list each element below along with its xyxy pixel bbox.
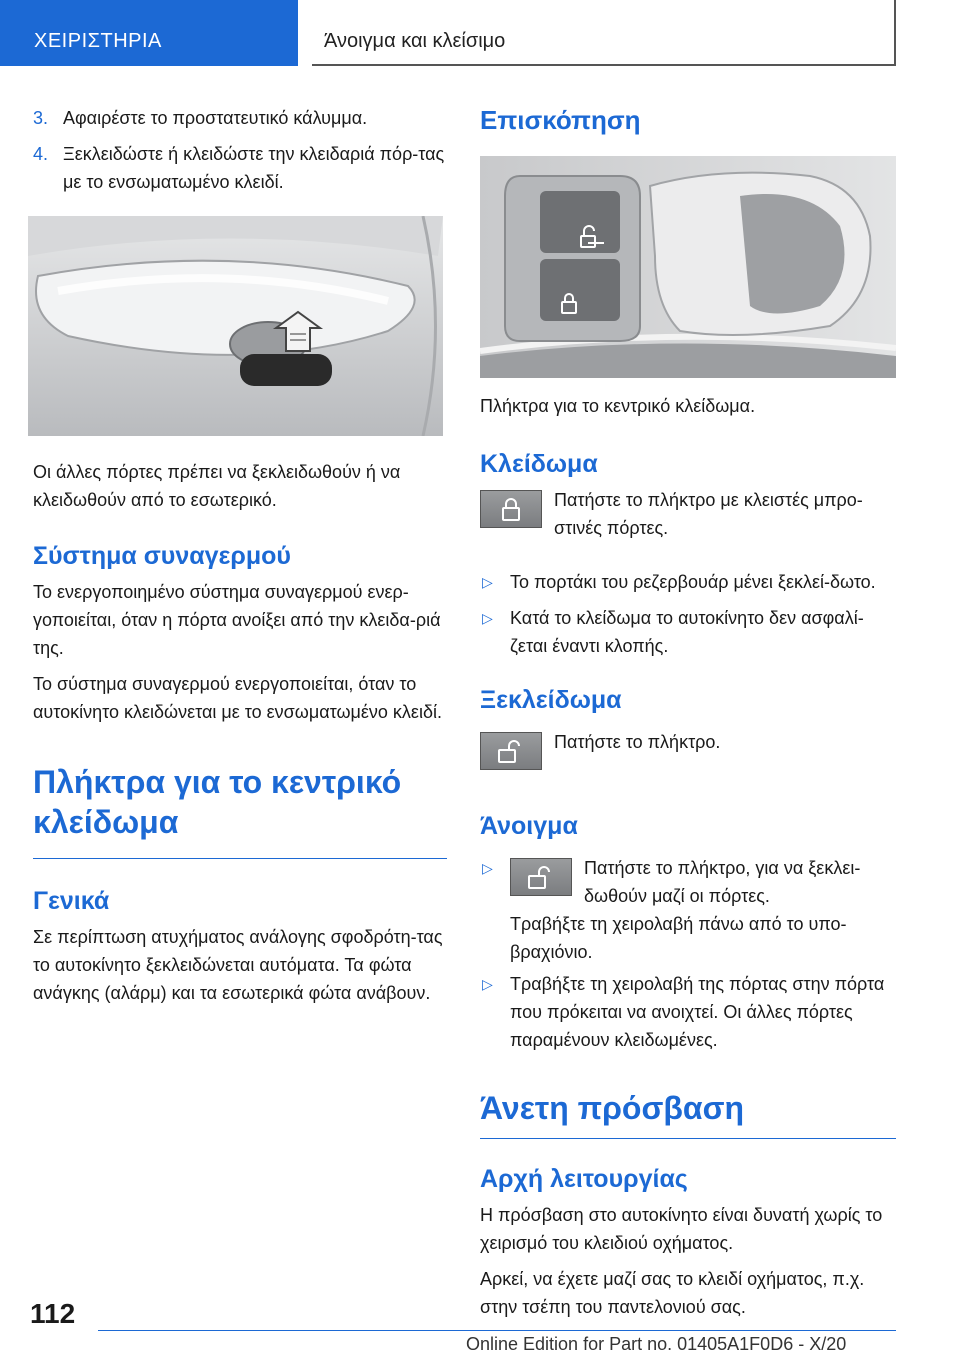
triangle-bullet-icon: ▷: [482, 610, 493, 626]
step-item: [33, 140, 447, 196]
paragraph: Η πρόσβαση στο αυτοκίνητο είναι δυνατή χωρίς το χειρισμό του κλειδιού οχήματος.: [480, 1205, 883, 1253]
heading-comfort-access: Άνετη πρόσβαση: [480, 1090, 744, 1126]
heading-rule: [33, 858, 447, 859]
list-item: [480, 970, 896, 1054]
list-item-text: Τραβήξτε τη χειρολαβή της πόρτας στην πόρτα που πρόκειται να ανοιχτεί. Οι άλλες πόρτες παραμένουν κλειδωμένες.: [510, 974, 885, 1050]
lock-key-row: [480, 486, 896, 550]
heading-lock: Κλείδωμα: [480, 450, 598, 478]
triangle-bullet-icon: ▷: [482, 976, 493, 992]
step-text: Ξεκλειδώστε ή κλειδώστε την κλειδαριά πόρ-τας με το ενσωματωμένο κλειδί.: [63, 144, 445, 192]
paragraph: Αρκεί, να έχετε μαζί σας το κλειδί οχήματος, π.χ. στην τσέπη του παντελονιού σας.: [480, 1269, 865, 1317]
left-column: [33, 104, 447, 1015]
paragraph: Σε περίπτωση ατυχήματος ανάλογης σφοδρότη-τας το αυτοκίνητο ξεκλειδώνεται αυτόματα. Τα φώτα ανάγκης (αλάρμ) και τα εσωτερικά φώτα ανάβουν.: [33, 927, 443, 1003]
list-item-text: Το πορτάκι του ρεζερβουάρ μένει ξεκλεί-δωτο.: [510, 572, 876, 592]
heading-principle: Αρχή λειτουργίας: [480, 1165, 688, 1193]
heading-unlock: Ξεκλείδωμα: [480, 686, 622, 714]
open-instruction: Πατήστε το πλήκτρο, για να ξεκλει-δωθούν μαζί οι πόρτες.: [584, 858, 861, 906]
heading-central-locking: Πλήκτρα για το κεντρικό κλείδωμα: [33, 764, 402, 840]
step-number: 3.: [33, 108, 49, 128]
chapter-header: Άνοιγμα και κλείσιμο: [312, 0, 896, 66]
list-item: [480, 568, 896, 596]
lock-button-icon: [480, 490, 542, 528]
right-column: [480, 104, 896, 1329]
section-header: ΧΕΙΡΙΣΤΗΡΙΑ: [0, 0, 298, 66]
step-item: [33, 104, 447, 132]
list-item-text: Κατά το κλείδωμα το αυτοκίνητο δεν ασφαλί-ζεται έναντι κλοπής.: [510, 608, 864, 656]
heading-rule: [480, 1138, 896, 1139]
paragraph: Το σύστημα συναγερμού ενεργοποιείται, όταν το αυτοκίνητο κλειδώνεται με το ενσωματωμένο κλειδί.: [33, 674, 442, 722]
central-lock-buttons-illustration: [480, 156, 896, 378]
door-handle-lock-figure: [28, 216, 443, 436]
unlock-button-icon: [510, 858, 572, 896]
open-instruction-continued: Τραβήξτε τη χειρολαβή πάνω από το υπο-βραχιόνιο.: [510, 914, 847, 962]
heading-alarm: Σύστημα συναγερμού: [33, 542, 291, 570]
unlock-key-row: [480, 728, 896, 792]
heading-general: Γενικά: [33, 887, 110, 915]
list-item: [480, 604, 896, 660]
heading-open: Άνοιγμα: [480, 812, 578, 840]
heading-overview: Επισκόπηση: [480, 105, 641, 135]
central-lock-buttons-figure: [480, 156, 896, 378]
step-text: Αφαιρέστε το προστατευτικό κάλυμμα.: [63, 108, 368, 128]
lock-instruction: Πατήστε το πλήκτρο με κλειστές μπρο-στινές πόρτες.: [554, 490, 863, 538]
triangle-bullet-icon: ▷: [482, 860, 493, 876]
unlock-instruction: Πατήστε το πλήκτρο.: [554, 732, 721, 752]
figure-caption: Πλήκτρα για το κεντρικό κλείδωμα.: [480, 396, 756, 416]
triangle-bullet-icon: ▷: [482, 574, 493, 590]
open-key-row: [510, 854, 896, 910]
paragraph: Οι άλλες πόρτες πρέπει να ξεκλειδωθούν ή να κλειδωθούν από το εσωτερικό.: [33, 462, 401, 510]
page-number: 112: [30, 1298, 76, 1329]
unlock-button-icon: [480, 732, 542, 770]
footer-rule: [98, 1330, 896, 1331]
paragraph: Το ενεργοποιημένο σύστημα συναγερμού ενερ-γοποιείται, όταν η πόρτα ανοίξει από την κλειδα-ριά της.: [33, 582, 441, 658]
step-number: 4.: [33, 144, 49, 164]
footer-edition: Online Edition for Part no. 01405A1F0D6 - X/20: [466, 1334, 847, 1354]
door-handle-lock-illustration: [28, 216, 443, 436]
list-item: [480, 854, 896, 966]
